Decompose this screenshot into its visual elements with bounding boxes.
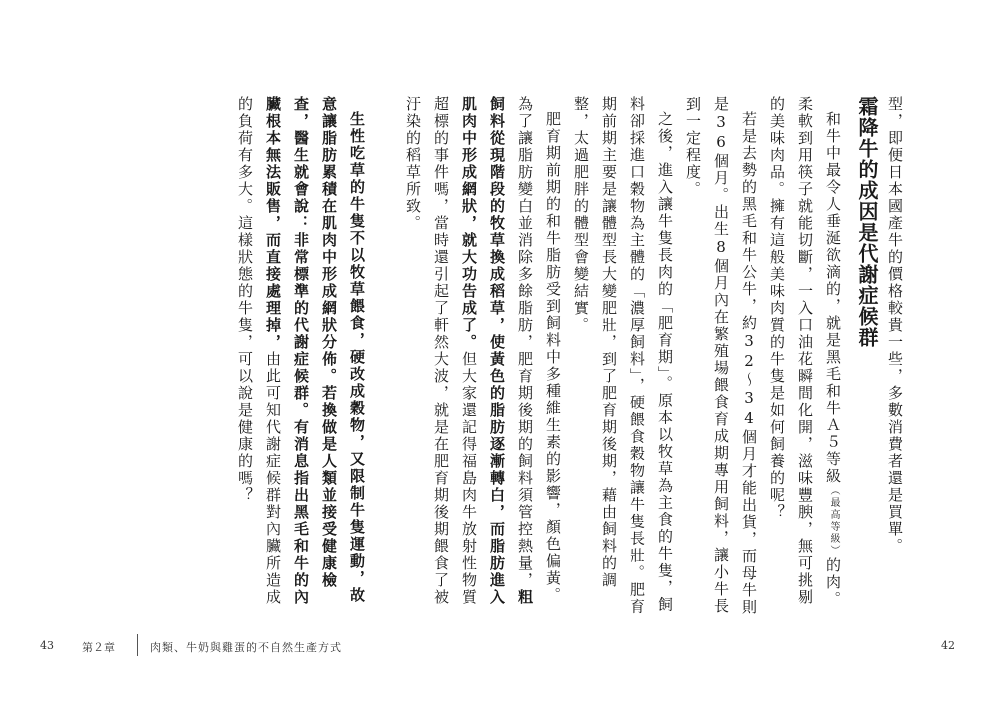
chapter-label: 第２章 (82, 641, 115, 654)
grade-note: （最高等級） (828, 485, 839, 557)
section-heading: 霜降牛的成因是代謝症候群 (855, 96, 879, 348)
left-page-number: 43 (40, 639, 54, 652)
text-run: 由此可知代謝症候群對內臟所造成的負荷有多大。這樣狀態的牛隻，可以說是健康的嗎？ (236, 96, 282, 606)
bold-text-run: 生性吃草的牛隻不以牧草餵食，硬改成穀物，又限制牛隻運動，故意讓脂肪累積在肌肉中形成網狀分佈。若換做是人類並接受健康檢查，醫生就會說：非常標準的代謝症候群。有消息指出黑毛和牛的內臟根本無法販售，而直接處理掉， (264, 96, 366, 606)
page-footer (0, 634, 999, 658)
vertical-text-body (99, 96, 909, 616)
chapter-title: 肉類、牛奶與雞蛋的不自然生產方式 (150, 641, 342, 654)
bold-text-run: 粗飼料從現階段的牧草換成稻草，使黃色的脂肪逐漸轉白，而脂肪進入肌肉中形成網狀，就大功告成了。 (460, 96, 534, 606)
paragraph-fat-color (399, 96, 567, 616)
text-run: 的肉。柔軟到用筷子就能切斷，一入口油花瞬間化開，滋味豐腴，無可挑剔的美味肉品。擁有這般美味肉質的牛隻是如何飼養的呢？ (768, 96, 842, 608)
paragraph-fattening-period: 之後，進入讓牛隻長肉的「肥育期」。原本以牧草為主食的牛隻，飼料卻採進口穀物為主體的「濃厚飼料」，硬餵食穀物讓牛隻長壯。肥育期前期主要是讓體型長大變肥壯，到了肥育期後期，藉由飼料的調整，太過肥胖的體型會變結實。 (572, 96, 674, 616)
paragraph-shipping-age: 若是去勢的黑毛和牛公牛，約32～34個月才能出貨，而母牛則是36個月。出生8個月內在繁殖場餵食育成期專用飼料，讓小牛長到一定程度。 (684, 96, 758, 616)
paragraph-wagyu-a5 (763, 96, 847, 616)
footer-divider (137, 634, 138, 656)
right-page-number: 42 (941, 639, 955, 652)
text-run: 和牛中最令人垂涎欲滴的，就是黑毛和牛Ａ５等級 (824, 111, 842, 485)
paragraph-continuation: 型，即便日本國產牛的價格較貴一些，多數消費者還是買單。 (886, 96, 904, 555)
text-run: 肥育期前期的和牛脂肪受到飼料中多種維生素的影響，顏色偏黃。為了讓脂肪變白並消除多餘脂肪，肥育期後期的飼料須管控熱量， (516, 96, 562, 604)
text-run: 但大家還記得福島肉牛放射性物質超標的事件嗎，當時還引起了軒然大波，就是在肥育期後期餵食了被汙染的稻草所致。 (404, 96, 478, 606)
paragraph-metabolic-syndrome (231, 96, 371, 616)
